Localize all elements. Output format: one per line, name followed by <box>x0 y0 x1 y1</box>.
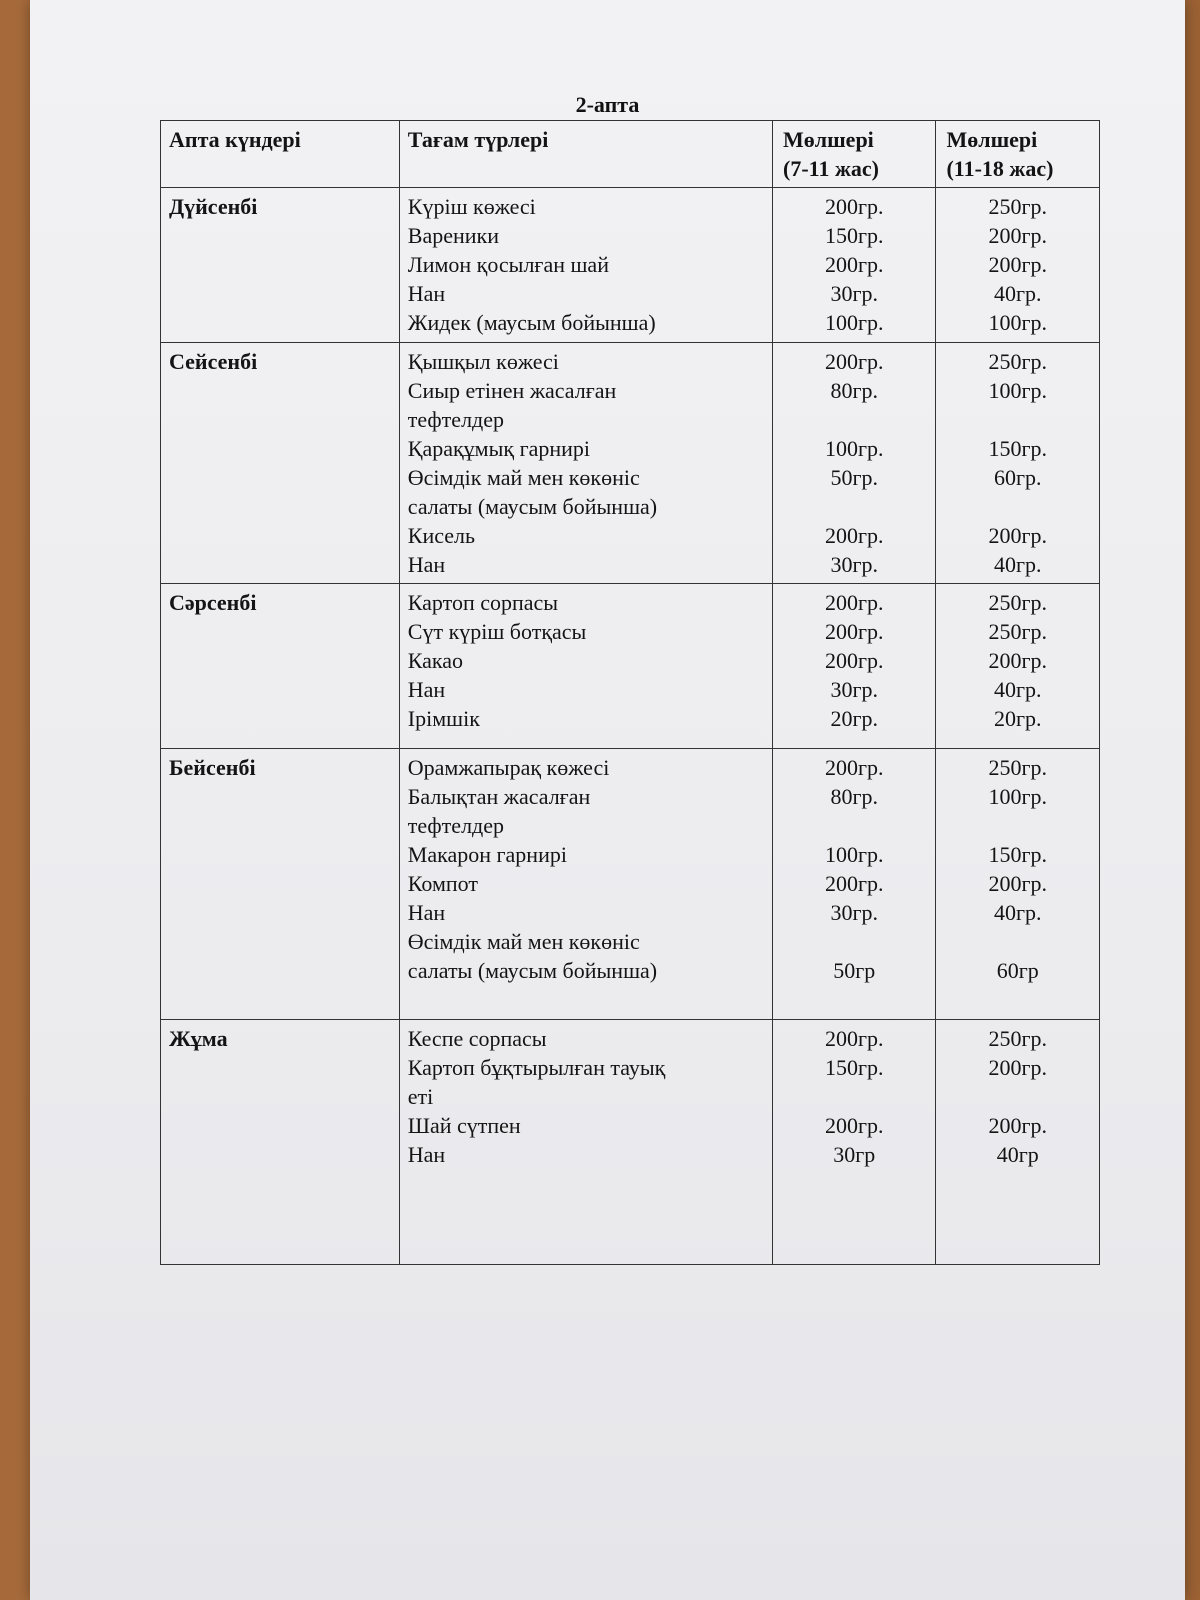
dishes-line: Қышқыл көжесі <box>407 349 559 374</box>
header-qty-11-18: Мөлшері (11-18 жас) <box>936 121 1100 188</box>
table-row <box>161 188 1100 343</box>
qty-7-11-line: 200гр. <box>824 252 884 277</box>
qty-7-11-line: 30гр. <box>830 552 878 577</box>
qty-7-11-line <box>781 492 927 521</box>
qty-11-18-line: 200гр. <box>988 252 1047 277</box>
dishes-cell <box>399 1020 772 1265</box>
dishes-cell <box>399 343 772 584</box>
qty-11-18-line: 100гр. <box>988 784 1047 809</box>
dishes-line: Қарақұмық гарнирі <box>407 436 591 461</box>
menu-body <box>161 188 1100 1265</box>
dishes-line: Компот <box>407 871 478 896</box>
dishes-line: Нан <box>407 900 446 925</box>
qty-7-11-line <box>781 927 927 956</box>
qty-7-11-line: 30гр. <box>830 281 878 306</box>
qty-11-18-line: 200гр. <box>988 871 1047 896</box>
dishes-line: салаты (маусым бойынша) <box>407 494 658 519</box>
qty-7-11-cell <box>773 343 936 584</box>
qty-11-18-line: 200гр. <box>988 1113 1047 1138</box>
dishes-line: Күріш көжесі <box>407 194 536 219</box>
dishes-line: Кеспе сорпасы <box>407 1026 547 1051</box>
qty-7-11-line: 50гр <box>833 958 876 983</box>
qty-7-11-line: 80гр. <box>830 378 878 403</box>
dishes-line: Какао <box>407 648 464 673</box>
qty-7-11-line <box>781 405 927 434</box>
qty-11-18-line: 60гр <box>996 958 1039 983</box>
qty-7-11-line: 200гр. <box>824 194 884 219</box>
table-row <box>161 1020 1100 1265</box>
dishes-line: Сиыр етінен жасалған <box>407 378 617 403</box>
dishes-line: Өсімдік май мен көкөніс <box>407 465 640 490</box>
qty-11-18-line <box>944 927 1091 956</box>
table-row <box>161 343 1100 584</box>
qty-7-11-line: 150гр. <box>824 223 884 248</box>
dishes-line: Лимон қосылған шай <box>407 252 609 277</box>
dishes-cell <box>399 584 772 749</box>
qty-11-18-cell <box>936 749 1100 1020</box>
qty-7-11-line: 200гр. <box>824 648 884 673</box>
qty-11-18-line: 20гр. <box>993 706 1042 731</box>
dishes-line: Вареники <box>407 223 499 248</box>
dishes-line: Нан <box>407 677 446 702</box>
qty-7-11-line <box>781 811 927 840</box>
dishes-cell <box>399 188 772 343</box>
qty-11-18-line: 40гр. <box>993 281 1042 306</box>
dishes-line: Ірімшік <box>407 706 480 731</box>
table-row <box>161 584 1100 749</box>
qty-7-11-line: 20гр. <box>830 706 878 731</box>
qty-11-18-line: 200гр. <box>988 648 1047 673</box>
dishes-line: Өсімдік май мен көкөніс <box>407 929 640 954</box>
qty-11-18-line <box>944 1082 1091 1111</box>
menu-table <box>160 120 1100 1265</box>
header-row <box>161 121 1100 188</box>
qty-11-18-line: 200гр. <box>988 223 1047 248</box>
qty-11-18-line: 100гр. <box>988 378 1047 403</box>
qty-7-11-line: 200гр. <box>824 349 884 374</box>
qty-11-18-cell <box>936 584 1100 749</box>
qty-11-18-line: 250гр. <box>988 755 1047 780</box>
qty-7-11-cell <box>773 749 936 1020</box>
dishes-line: Нан <box>407 552 446 577</box>
qty-7-11-line: 30гр <box>833 1142 876 1167</box>
header-dish: Тағам түрлері <box>399 121 772 188</box>
day-cell: Бейсенбі <box>161 749 400 1020</box>
dishes-line: Картоп сорпасы <box>407 590 559 615</box>
dishes-line: тефтелдер <box>407 813 504 838</box>
header-qty-7-11: Мөлшері (7-11 жас) <box>773 121 936 188</box>
dishes-line: Нан <box>407 1142 446 1167</box>
qty-11-18-cell <box>936 1020 1100 1265</box>
qty-11-18-line: 60гр. <box>993 465 1042 490</box>
qty-7-11-line: 150гр. <box>824 1055 884 1080</box>
table-row <box>161 749 1100 1020</box>
qty-11-18-line: 250гр. <box>988 349 1047 374</box>
qty-11-18-cell <box>936 343 1100 584</box>
dishes-line: салаты (маусым бойынша) <box>407 958 658 983</box>
qty-7-11-line: 200гр. <box>824 619 884 644</box>
qty-11-18-line: 40гр <box>996 1142 1039 1167</box>
qty-7-11-line: 200гр. <box>824 871 884 896</box>
qty-11-18-line <box>944 405 1091 434</box>
qty-7-11-line: 100гр. <box>824 310 884 335</box>
qty-11-18-line: 40гр. <box>993 552 1042 577</box>
qty-11-18-line: 40гр. <box>993 900 1042 925</box>
qty-11-18-line <box>944 811 1091 840</box>
qty-11-18-line: 100гр. <box>988 310 1047 335</box>
dishes-line: еті <box>407 1084 434 1109</box>
qty-11-18-line: 250гр. <box>988 1026 1047 1051</box>
qty-7-11-line: 50гр. <box>830 465 878 490</box>
qty-7-11-line: 200гр. <box>824 590 884 615</box>
qty-7-11-cell <box>773 584 936 749</box>
dishes-line: Макарон гарнирі <box>407 842 567 867</box>
dishes-line: Шай сүтпен <box>407 1113 521 1138</box>
qty-11-18-line <box>944 492 1091 521</box>
dishes-cell <box>399 749 772 1020</box>
dishes-line: Сүт күріш ботқасы <box>407 619 587 644</box>
dishes-line: Жидек (маусым бойынша) <box>407 310 656 335</box>
qty-7-11-line: 80гр. <box>830 784 878 809</box>
qty-7-11-line: 30гр. <box>830 900 878 925</box>
qty-11-18-line: 150гр. <box>988 436 1047 461</box>
qty-11-18-line: 250гр. <box>988 194 1047 219</box>
qty-11-18-line: 200гр. <box>988 1055 1047 1080</box>
dishes-line: Картоп бұқтырылған тауық <box>407 1055 666 1080</box>
qty-7-11-line: 30гр. <box>830 677 878 702</box>
day-cell: Сәрсенбі <box>161 584 400 749</box>
qty-7-11-line <box>781 1082 927 1111</box>
qty-7-11-line: 200гр. <box>824 755 884 780</box>
qty-7-11-line: 200гр. <box>824 523 884 548</box>
qty-7-11-cell <box>773 1020 936 1265</box>
header-day: Апта күндері <box>161 121 400 188</box>
day-cell: Сейсенбі <box>161 343 400 584</box>
qty-11-18-line: 150гр. <box>988 842 1047 867</box>
qty-7-11-line: 100гр. <box>824 842 884 867</box>
qty-11-18-line: 250гр. <box>988 619 1047 644</box>
qty-7-11-line: 200гр. <box>824 1113 884 1138</box>
page-title: 2-апта <box>575 92 640 117</box>
dishes-line: тефтелдер <box>407 407 504 432</box>
dishes-line: Кисель <box>407 523 476 548</box>
qty-7-11-cell <box>773 188 936 343</box>
qty-7-11-line: 200гр. <box>824 1026 884 1051</box>
qty-11-18-line: 40гр. <box>993 677 1042 702</box>
day-cell: Жұма <box>161 1020 400 1265</box>
dishes-line: Нан <box>407 281 446 306</box>
qty-11-18-line: 200гр. <box>988 523 1047 548</box>
qty-11-18-line: 250гр. <box>988 590 1047 615</box>
paper-sheet <box>30 0 1185 1600</box>
day-cell: Дүйсенбі <box>161 188 400 343</box>
qty-7-11-line: 100гр. <box>824 436 884 461</box>
dishes-line: Балықтан жасалған <box>407 784 591 809</box>
dishes-line: Орамжапырақ көжесі <box>407 755 610 780</box>
qty-11-18-cell <box>936 188 1100 343</box>
